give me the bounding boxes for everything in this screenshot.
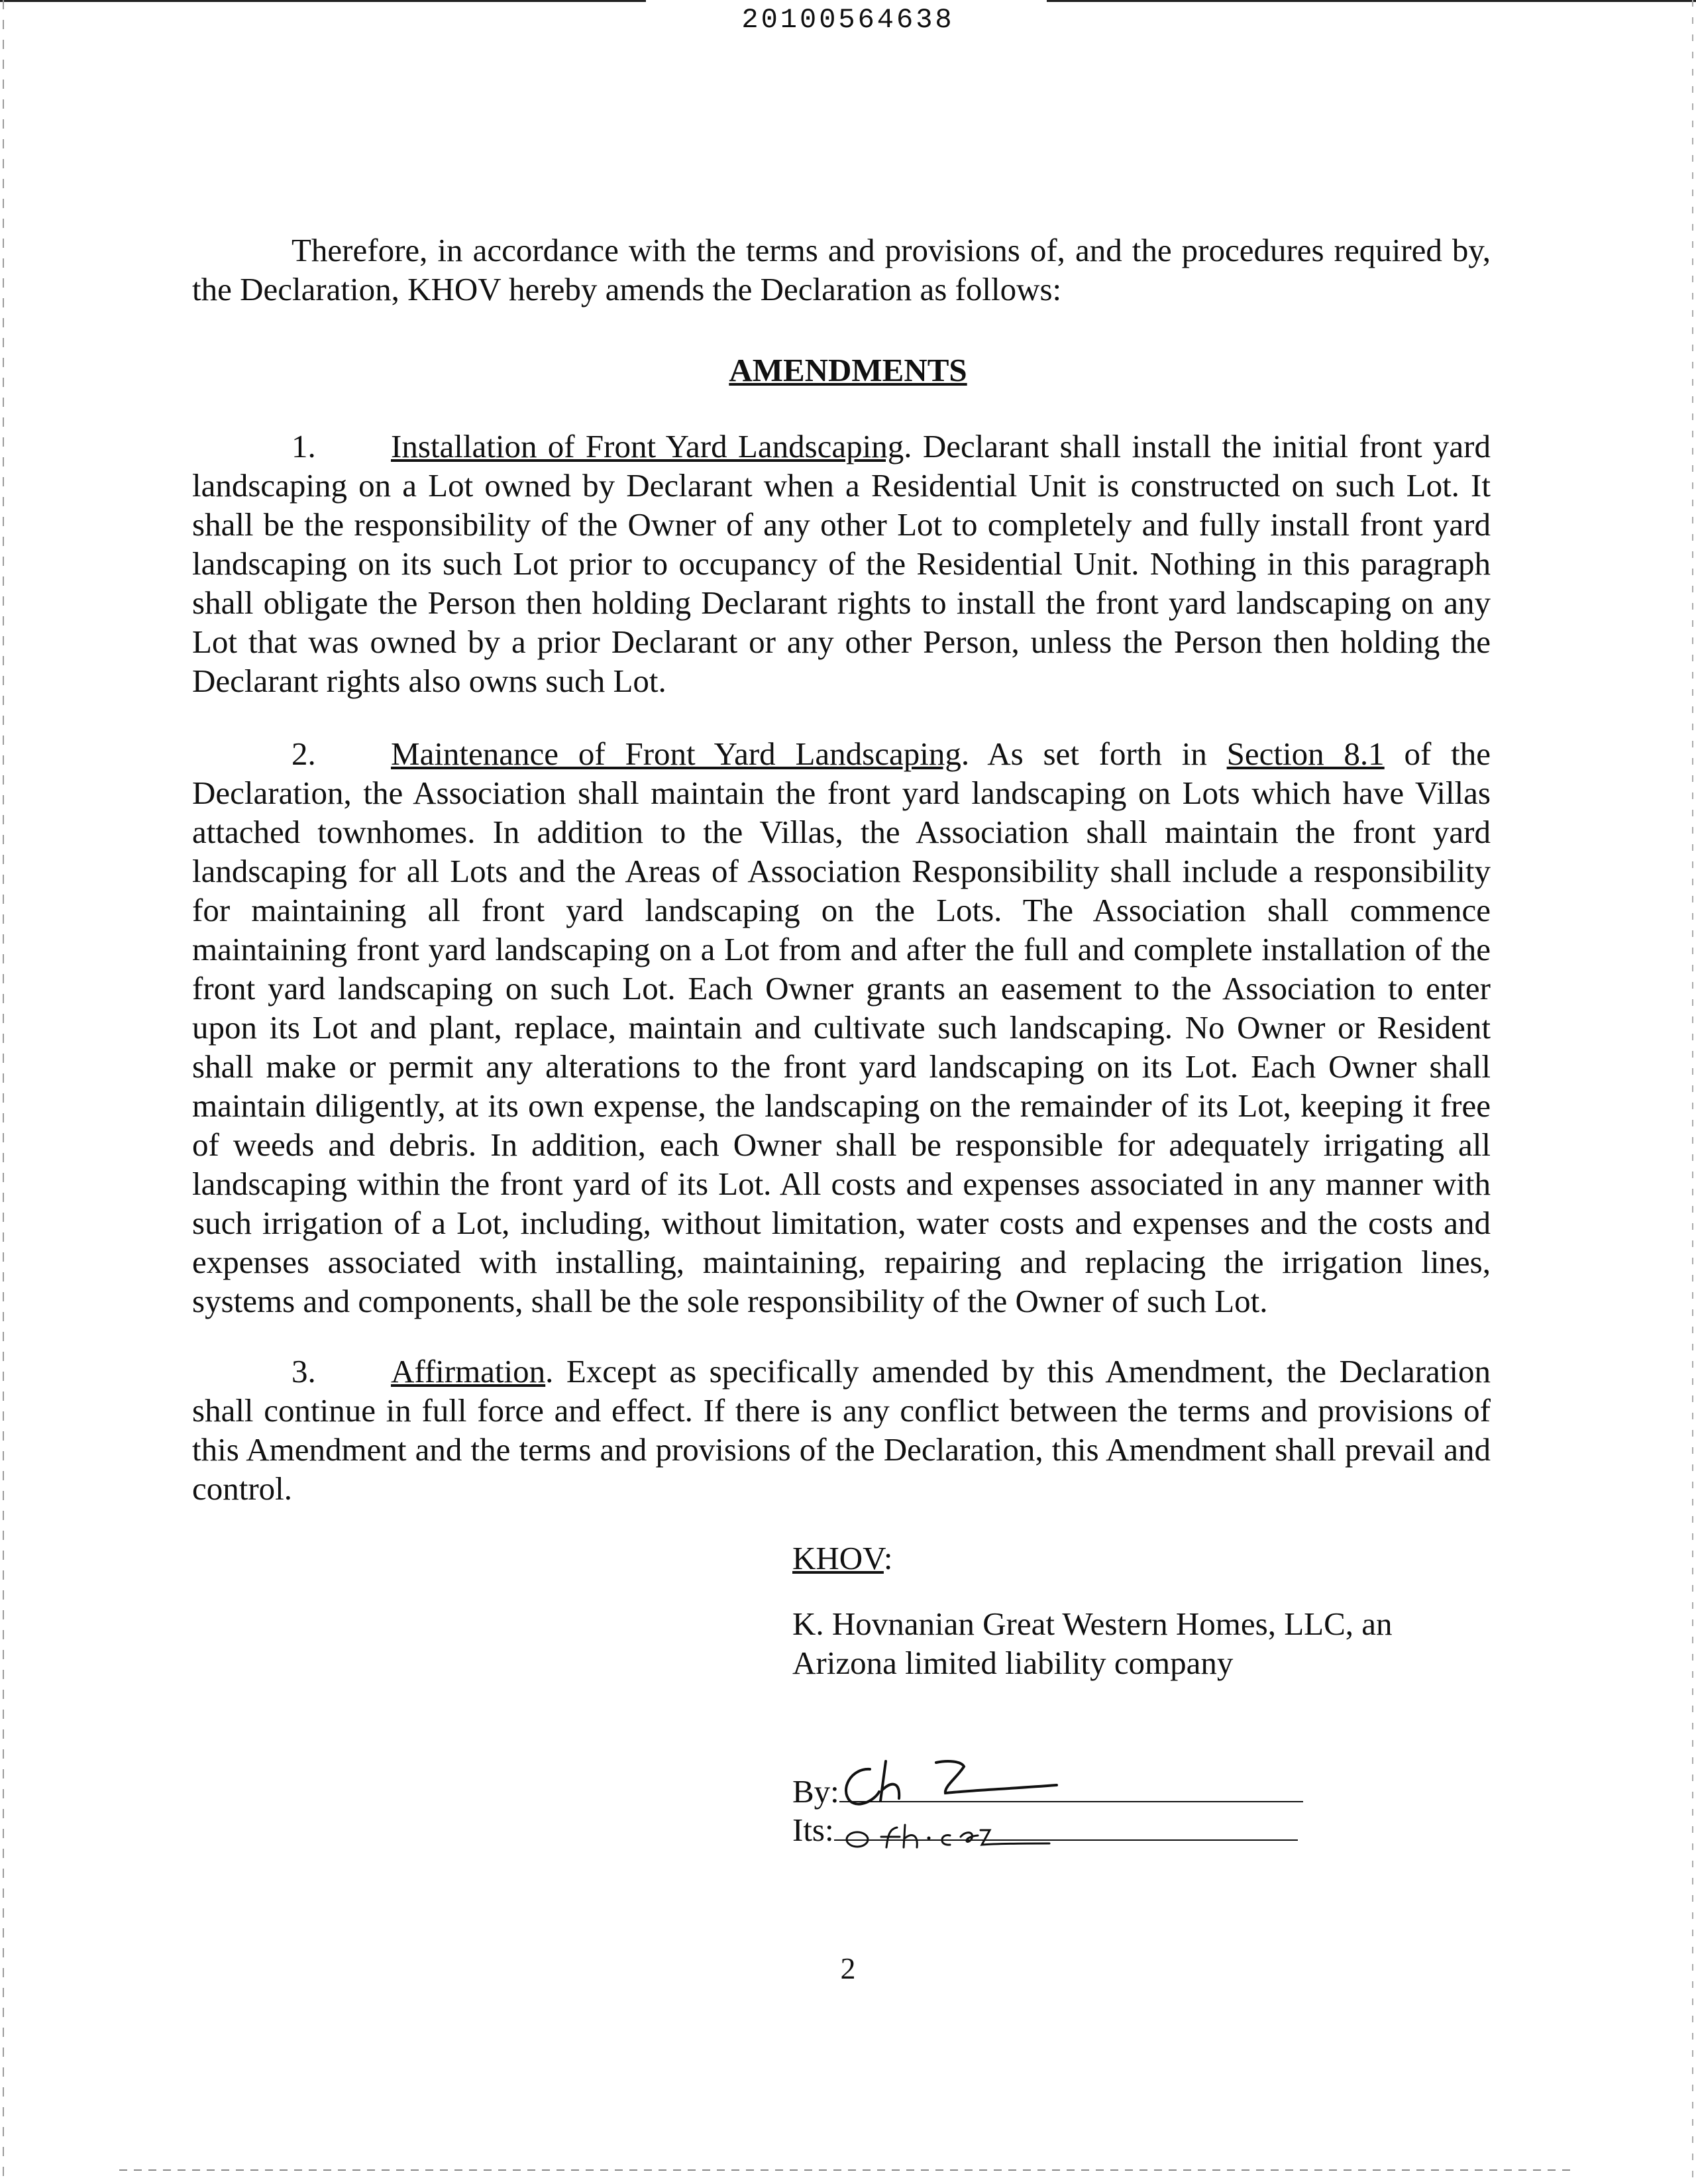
- paragraph-body-lead: . As set forth in: [961, 736, 1227, 772]
- intro-paragraph: [192, 231, 1491, 309]
- page-number: 2: [840, 1951, 856, 1985]
- company-name-line-2: Arizona limited liability company: [792, 1645, 1234, 1681]
- signature-block: [792, 1539, 1455, 1682]
- section-reference: Section 8.1: [1226, 736, 1385, 772]
- paragraph-number: 3.: [292, 1353, 316, 1390]
- paragraph-heading: Installation of Front Yard Landscaping: [391, 428, 904, 464]
- amendment-paragraph-2: [192, 734, 1491, 1321]
- amendment-paragraph-1: [192, 427, 1491, 700]
- scan-rule-top-left: [0, 0, 646, 2]
- party-line: [792, 1539, 1455, 1578]
- paragraph-number: 1.: [292, 428, 316, 464]
- handwritten-signature: [831, 1743, 1083, 1816]
- intro-text: Therefore, in accordance with the terms and provisions of, and the procedures required by, the Declaration, KHOV hereby amends the Declaration as follows:: [192, 232, 1491, 307]
- scan-edge-right: [1692, 0, 1693, 2184]
- amendment-paragraph-3: [192, 1352, 1491, 1508]
- paragraph-body: . Declarant shall install the initial front yard landscaping on a Lot owned by Declarant when a Residential Unit is constructed on such Lot. It shall be the responsibility of the Owner of any other Lot to completely and fully install front yard landscaping on its such Lot prior to occupancy of the Residential Unit. Nothing in this paragraph shall obligate the Person then holding Declarant rights to install the front yard landscaping on any Lot that was owned by a prior Declarant or any other Person, unless the Person then holding the Declarant rights also owns such Lot.: [192, 428, 1491, 699]
- party-label: KHOV: [792, 1540, 884, 1576]
- paragraph-heading: Maintenance of Front Yard Landscaping: [391, 736, 961, 772]
- recording-number: 20100564638: [741, 4, 955, 36]
- company-name-line-1: K. Hovnanian Great Western Homes, LLC, an: [792, 1606, 1393, 1642]
- scan-rule-top-right: [1047, 0, 1696, 2]
- by-label: By:: [792, 1773, 839, 1810]
- handwritten-title: [840, 1817, 1079, 1857]
- paragraph-body: of the Declaration, the Association shall maintain the front yard landscaping on Lots which have Villas attached townhomes. In addition to the Villas, the Association shall maintain the front yard landscaping for all Lots and the Areas of Association Responsibility shall include a responsibility for maintaining all front yard landscaping on the Lots. The Association shall commence maintaining front yard landscaping on a Lot from and after the full and complete installation of the front yard landscaping on such Lot. Each Owner grants an easement to the Association to enter upon its Lot and plant, replace, maintain and cultivate such landscaping. No Owner or Resident shall make or permit any alterations to the front yard landscaping on its Lot. Each Owner shall maintain diligently, at its own expense, the landscaping on the remainder of its Lot, keeping it free of weeds and debris. In addition, each Owner shall be responsible for adequately irrigating all landscaping within the front yard of its Lot. All costs and expenses associated in any manner with such irrigation of a Lot, including, without limitation, water costs and expenses and the costs and expenses associated with installing, maintaining, repairing and replacing the irrigation lines, systems and components, shall be the sole responsibility of the Owner of such Lot.: [192, 736, 1491, 1319]
- paragraph-number: 2.: [292, 736, 316, 772]
- its-label: Its:: [792, 1812, 834, 1848]
- scan-edge-left: [3, 0, 4, 2184]
- party-colon: :: [883, 1540, 893, 1576]
- paragraph-body: . Except as specifically amended by this Amendment, the Declaration shall continue in full force and effect. If there is any conflict between the terms and provisions of this Amendment and the terms and provisions of the Declaration, this Amendment shall prevail and control.: [192, 1353, 1491, 1507]
- scan-rule-bottom: [119, 2169, 1577, 2171]
- paragraph-heading: Affirmation: [391, 1353, 546, 1390]
- amendments-heading: AMENDMENTS: [729, 352, 967, 388]
